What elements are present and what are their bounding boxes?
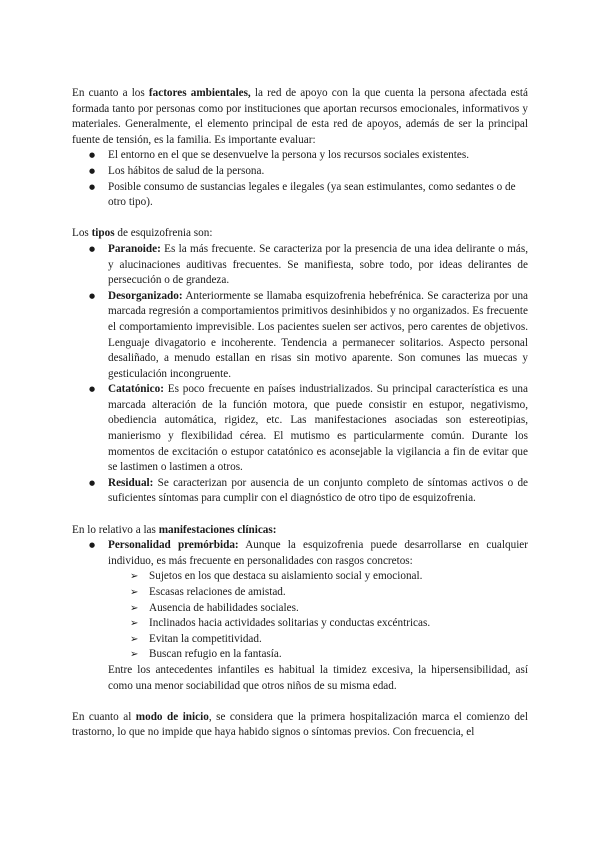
manifestaciones-bullet-list (72, 538, 528, 694)
sub-list-item: ➢ Evitan la competitividad. (130, 632, 528, 648)
item-text: Anteriormente se llamaba esquizofrenia hebefrénica. Se caracteriza por una marcada regresión a comportamientos primitivos desinhibidos y no organizados. Es frecuente el comportamiento imprevisible. Los pacientes suelen ser activos, pero carentes de objetivos. Lenguaje divagatorio e incoherente. Tendencia a permanecer solitarios. Aspecto personal desaliñado, a menudo estallan en risas sin motivo aparente. Son comunes las muecas y gesticulación incongruente. (108, 289, 528, 380)
item-text: Aunque la esquizofrenia puede desarrollarse en cualquier individuo, es más frecuente en personalidades con rasgos concretos: (108, 539, 528, 567)
tipos-bullet-list (72, 242, 528, 507)
list-item: ● Posible consumo de sustancias legales e ilegales (ya sean estimulantes, como sedantes o de otro tipo). (72, 180, 528, 211)
item-term: Catatónico: (108, 383, 164, 396)
inicio-paragraph: En cuanto al modo de inicio, se considera que la primera hospitalización marca el comienzo del trastorno, lo que no impide que haya habido signos o síntomas previos. Con frecuencia, el (72, 710, 528, 739)
sub-list-item: ➢ Buscan refugio en la fantasía. (130, 647, 528, 663)
item-term: Residual: (108, 476, 154, 489)
list-item (72, 476, 528, 507)
item-text: Es poco frecuente en países industrializados. Su principal característica es una marcada alteración de la función motora, que puede consistir en estupor, negativismo, obediencia automática, rigidez, etc. Las manifestaciones asociadas son estereotipias, manierismo y flexibilidad cérea. El mutismo es particularmente común. Durante los momentos de excitación o estupor catatónico es aconsejable la vigilancia a fin de evitar que se lastimen o lastimen a otros. (108, 383, 528, 474)
sub-list-item: ➢ Inclinados hacia actividades solitarias y conductas excéntricas. (130, 616, 528, 632)
item-term: Desorganizado: (108, 289, 183, 302)
intro-bullet-list (72, 148, 528, 210)
tipos-heading: Los tipos de esquizofrenia son: (72, 227, 213, 240)
item-term: Personalidad premórbida: (108, 539, 239, 552)
item-text: Se caracterizan por ausencia de un conjunto completo de síntomas activos o de suficientes síntomas para cumplir con el diagnóstico de otro tipo de esquizofrenia. (108, 476, 528, 505)
arrow-sub-list (130, 569, 528, 663)
item-term: Paranoide: (108, 242, 161, 255)
manifestaciones-heading: En lo relativo a las manifestaciones clínicas: (72, 523, 277, 536)
manifestaciones-bold-term: manifestaciones clínicas: (158, 523, 277, 536)
document-page (72, 86, 528, 741)
tipos-bold-term: tipos (91, 227, 115, 240)
intro-paragraph (72, 86, 528, 148)
list-item: ● El entorno en el que se desenvuelve la persona y los recursos sociales existentes. (72, 148, 528, 164)
sub-list-item: ➢ Sujetos en los que destaca su aislamiento social y emocional. (130, 569, 528, 585)
list-item (72, 242, 528, 289)
intro-text-start: En cuanto a los (72, 87, 149, 99)
list-item: ● Los hábitos de salud de la persona. (72, 164, 528, 180)
list-item (72, 289, 528, 383)
intro-bold-term: factores ambientales, (148, 87, 251, 99)
inicio-bold-term: modo de inicio (135, 710, 209, 723)
intro-text-end: la red de apoyo con la que cuenta la persona afectada está formada tanto por personas como por instituciones que aportan recursos emocionales, informativos y materiales. Generalmente, el elemento principal de esta red de apoyos, además de ser la principal fuente de tensión, es la familia. Es importante evaluar: (72, 87, 528, 146)
sub-list-item: ➢ Escasas relaciones de amistad. (130, 585, 528, 601)
list-item (72, 538, 528, 694)
item-followup-text: Entre los antecedentes infantiles es habitual la timidez excesiva, la hipersensibilidad, así como una menor sociabilidad que otros niños de su misma edad. (108, 663, 528, 692)
item-text: Es la más frecuente. Se caracteriza por la presencia de una idea delirante o más, y alucinaciones auditivas frecuentes. Se manifiesta, sobre todo, por ideas delirantes de persecución o de grandeza. (108, 242, 528, 287)
sub-list-item: ➢ Ausencia de habilidades sociales. (130, 601, 528, 617)
list-item (72, 382, 528, 476)
